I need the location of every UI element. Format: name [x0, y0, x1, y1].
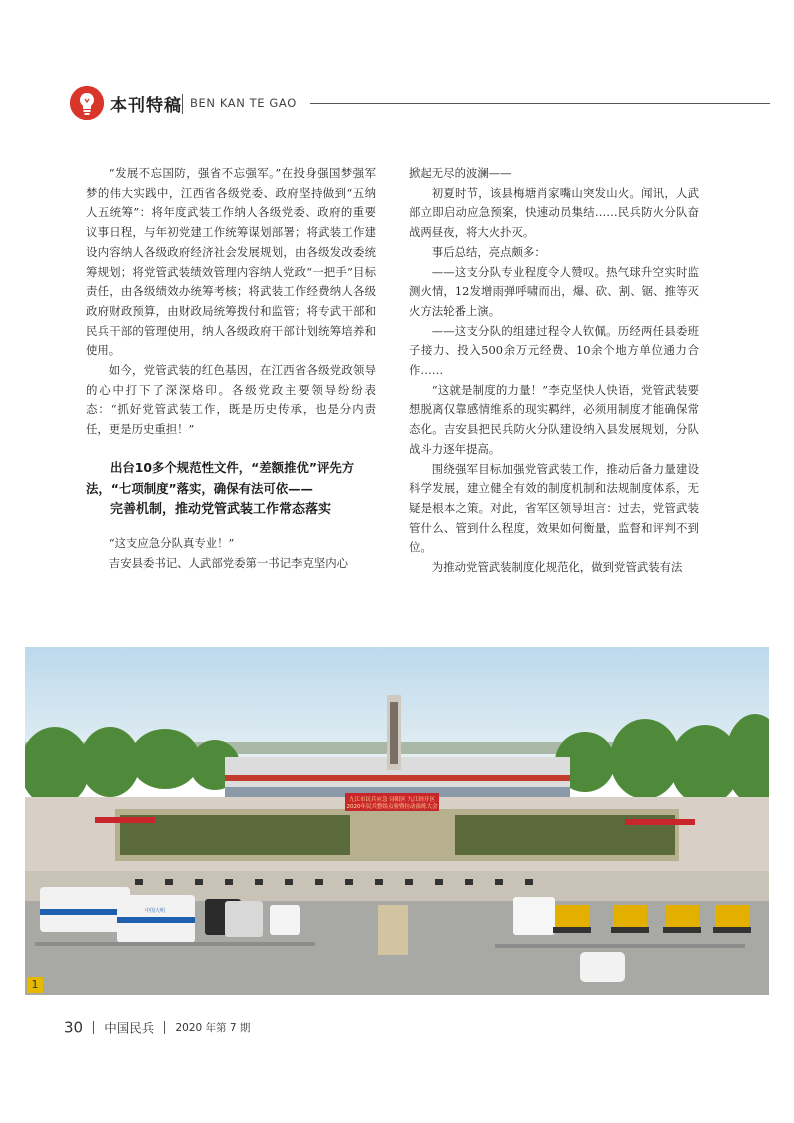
left-column — [86, 164, 376, 573]
paragraph: “发展不忘国防，强省不忘强军。”在投身强国梦强军梦的伟大实践中，江西省各级党委、政府坚持做到“五纳人五统筹”：将年度武装工作纳人各级党委、政府的重要议事日程，与年初党建工作统筹谋划部署；将武装工作建设内容纳人各级政府经济社会发展规划，由各级发改委统筹规划；将党管武装绩效管理内容纳人党政“一把手”目标责任，由各级绩效办统筹考核；将武装工作经费纳人各级政府财政预算，由财政局统筹拨付和监管；将专武干部和民兵干部的管理使用，纳人各级政府干部计划统筹培养和使用。 — [86, 166, 376, 358]
page-footer — [64, 1017, 250, 1037]
magazine-name: 中国民兵 — [104, 1020, 155, 1036]
paragraph: 如今，党管武装的红色基因，在江西省各级党政领导的心中打下了深深烙印。各级党政主要领导纷纷表态：“抓好党管武装工作，既是历史传承，也是分内责任，更是历史重担！” — [86, 363, 376, 437]
bus-label: 中国大明 — [144, 908, 166, 914]
paragraph: 掀起无尽的波澜—— — [409, 166, 512, 180]
gate-banner-line2: 2020年民兵整组点验暨拉动演练大会 — [346, 804, 438, 810]
gate-banner-line1: 九江市民兵应急 浔阳区 九江经开区 — [349, 797, 435, 803]
footer-divider — [164, 1021, 165, 1034]
paragraph: “这就是制度的力量！”李克坚快人快语，党管武装要想脱离仅靠感情维系的现实羁绊，必须用制度才能确保常态化。吉安县把民兵防火分队建设纳入县发展规划，分队战斗力逐年提高。 — [409, 382, 699, 456]
paragraph: 事后总结，亮点颇多： — [431, 244, 546, 259]
event-photo — [25, 647, 769, 995]
paragraph: 初夏时节，该县梅塘肖家嘴山突发山火。闻讯，人武部立即启动应急预案，快速动员集结……民兵防火分队奋战两昼夜，将大火扑灭。 — [409, 185, 699, 240]
lightbulb-logo-icon — [70, 86, 104, 120]
paragraph: 为推动党管武装制度化规范化，做到党管武装有法 — [431, 560, 683, 575]
issue-label: 2020 年第 7 期 — [175, 1022, 251, 1034]
section-subheading — [86, 457, 376, 520]
header-rule — [310, 103, 770, 104]
paragraph: 围绕强军目标加强党管武装工作，推动后备力量建设科学发展，建立健全有效的制度机制和法规制度体系，无疑是根本之策。对此，省军区领导坦言：过去，党管武装管什么、管到什么程度，效果如何衡量，监督和评判不到位。 — [409, 461, 699, 555]
section-header — [70, 86, 770, 124]
section-title: 本刊特稿 — [110, 96, 182, 116]
subheading-line: 出台10多个规范性文件，“差额推优”评先方 — [110, 459, 355, 475]
paragraph: ——这支分队专业程度令人赞叹。热气球升空实时监测火情，12发增雨弹呼啸而出，爆、砍、割、锯、推等灭火方法轮番上演。 — [409, 264, 699, 318]
photo-number-badge: 1 — [27, 977, 43, 993]
page-number: 30 — [64, 1018, 84, 1037]
footer-divider — [93, 1021, 94, 1034]
subheading-line: 法，“七项制度”落实，确保有法可依—— — [86, 480, 313, 496]
paragraph: 吉安县委书记、人武部党委第一书记李克坚内心 — [108, 555, 349, 570]
section-subtitle: BEN KAN TE GAO — [190, 96, 297, 110]
right-column — [409, 164, 699, 578]
subheading-title: 完善机制，推动党管武装工作常态落实 — [110, 501, 332, 517]
header-divider — [182, 94, 183, 114]
paragraph: ——这支分队的组建过程令人钦佩。历经两任县委班子接力、投入500余万元经费、10余个地方单位通力合作…… — [409, 323, 699, 378]
paragraph: “这支应急分队真专业！” — [108, 535, 235, 550]
